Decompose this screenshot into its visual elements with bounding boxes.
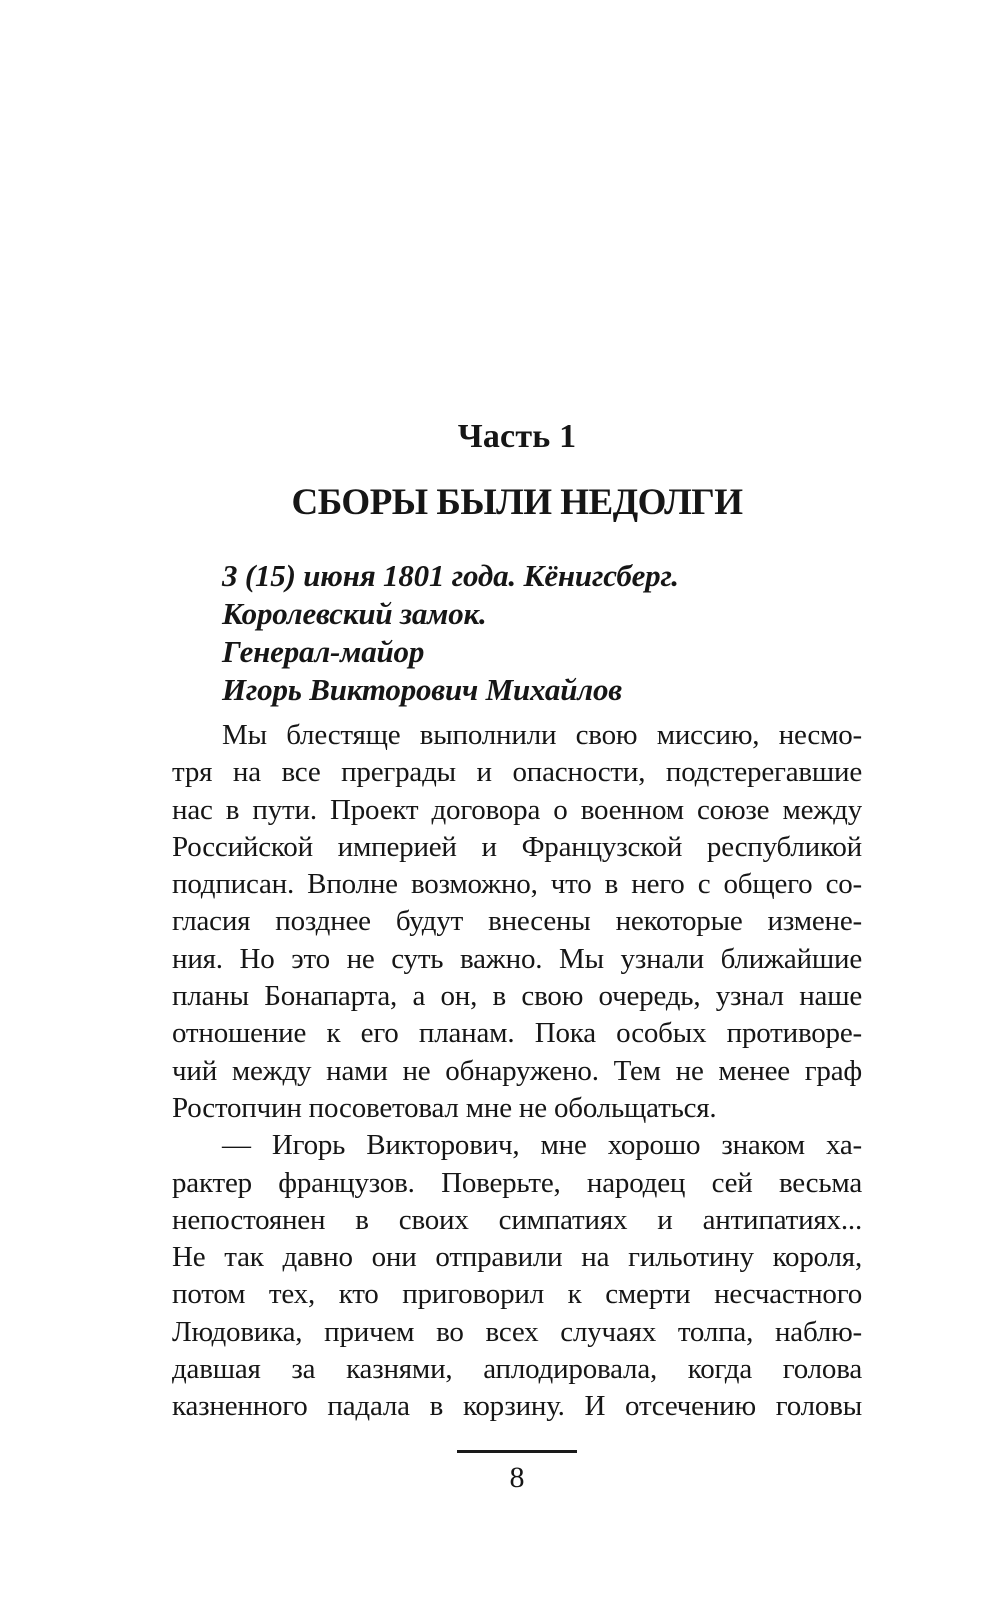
text-line: планы Бонапарта, а он, в свою очередь, узнал наше	[172, 980, 862, 1013]
text-line: казненного падала в корзину. И отсечению головы	[172, 1390, 862, 1423]
body-text	[172, 717, 862, 1426]
page-number: 8	[509, 1461, 525, 1494]
dateline-line: Королевский замок.	[222, 596, 487, 631]
dateline-line: Генерал-майор	[222, 634, 425, 669]
text-line: ния. Но это не суть важно. Мы узнали ближайшие	[172, 942, 862, 975]
dateline-line: Игорь Викторович Михайлов	[222, 672, 622, 707]
text-line: нас в пути. Проект договора о военном союзе между	[172, 793, 862, 826]
text-line: непостоянен в своих симпатиях и антипатиях...	[172, 1203, 862, 1236]
part-heading: Часть 1	[457, 418, 577, 455]
text-line: тря на все преграды и опасности, подстерегавшие	[172, 756, 862, 789]
text-line: Людовика, причем во всех случаях толпа, наблю-	[172, 1315, 862, 1348]
text-line: чий между нами не обнаружено. Тем не менее граф	[172, 1054, 862, 1087]
text-line: гласия позднее будут внесены некоторые измене-	[172, 905, 862, 938]
dateline-line: 3 (15) июня 1801 года. Кёнигсберг.	[222, 558, 679, 593]
text-line: Ростопчин посоветовал мне не обольщаться.	[172, 1091, 717, 1124]
footer-rule	[457, 1450, 577, 1453]
text-line: рактер французов. Поверьте, народец сей весьма	[172, 1166, 862, 1199]
chapter-title: СБОРЫ БЫЛИ НЕДОЛГИ	[291, 482, 743, 523]
dateline	[222, 557, 862, 709]
text-line: Российской империей и Французской республикой	[172, 830, 862, 863]
text-line: — Игорь Викторович, мне хорошо знаком ха-	[222, 1129, 862, 1162]
text-line: Мы блестяще выполнили свою миссию, несмо-	[222, 719, 862, 751]
text-line: давшая за казнями, аплодировала, когда голова	[172, 1353, 862, 1386]
text-line: Не так давно они отправили на гильотину короля,	[172, 1241, 862, 1274]
text-line: отношение к его планам. Пока особых противоре-	[172, 1017, 862, 1050]
text-line: потом тех, кто приговорил к смерти несчастного	[172, 1278, 862, 1311]
text-column	[172, 0, 862, 1616]
text-line: подписан. Вполне возможно, что в него с общего со-	[172, 868, 862, 901]
